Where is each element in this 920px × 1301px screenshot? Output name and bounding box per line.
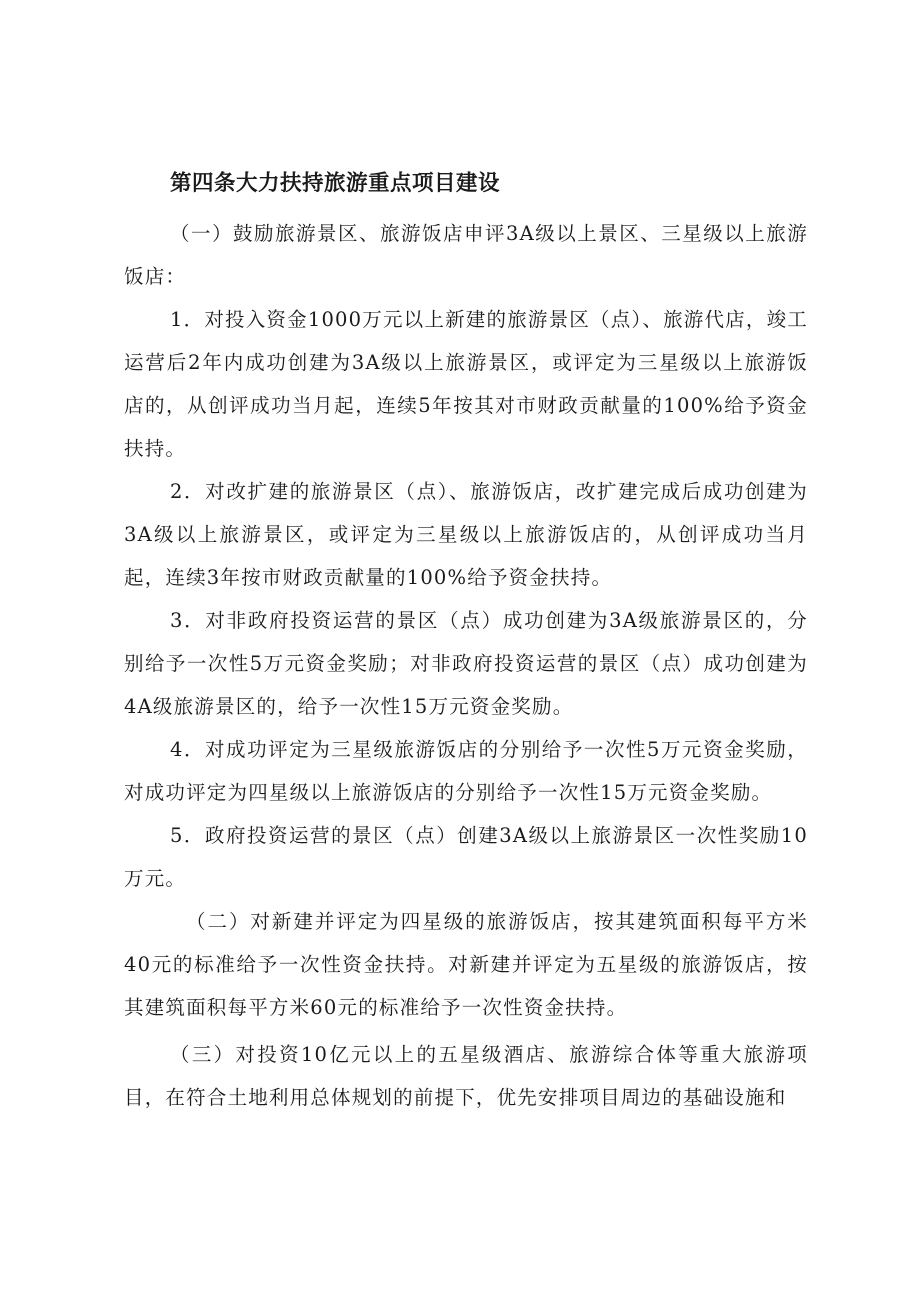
section-1-intro: （一）鼓励旅游景区、旅游饭店申评3A级以上景区、三星级以上旅游饭店：	[124, 222, 808, 288]
item-1-paragraph: 1．对投入资金1000万元以上新建的旅游景区（点）、旅游代店，竣工运营后2年内成功创建为3A级以上旅游景区，或评定为三星级以上旅游饭店的，从创评成功当月起，连续5年按其对市财政贡献量的100%给予资金扶持。	[124, 308, 808, 460]
section-2-paragraph: （二）对新建并评定为四星级的旅游饭店，按其建筑面积每平方米40元的标准给予一次性资金扶持。对新建并评定为五星级的旅游饭店，按其建筑面积每平方米60元的标准给予一次性资金扶持。	[124, 910, 808, 1019]
section-3-paragraph: （三）对投资10亿元以上的五星级酒店、旅游综合体等重大旅游项目，在符合土地利用总体规划的前提下，优先安排项目周边的基础设施和	[124, 1043, 808, 1109]
document-body	[124, 166, 808, 1119]
item-4-paragraph: 4．对成功评定为三星级旅游饭店的分别给予一次性5万元资金奖励，对成功评定为四星级以上旅游饭店的分别给予一次性15万元资金奖励。	[124, 738, 808, 804]
article-heading: 第四条大力扶持旅游重点项目建设	[170, 171, 501, 196]
item-2-paragraph: 2．对改扩建的旅游景区（点）、旅游饭店，改扩建完成后成功创建为3A级以上旅游景区，或评定为三星级以上旅游饭店的，从创评成功当月起，连续3年按市财政贡献量的100%给予资金扶持。	[124, 480, 808, 589]
item-3-paragraph: 3．对非政府投资运营的景区（点）成功创建为3A级旅游景区的，分别给予一次性5万元资金奖励；对非政府投资运营的景区（点）成功创建为4A级旅游景区的，给予一次性15万元资金奖励。	[124, 609, 808, 718]
item-5-paragraph: 5．政府投资运营的景区（点）创建3A级以上旅游景区一次性奖励10万元。	[124, 824, 808, 890]
